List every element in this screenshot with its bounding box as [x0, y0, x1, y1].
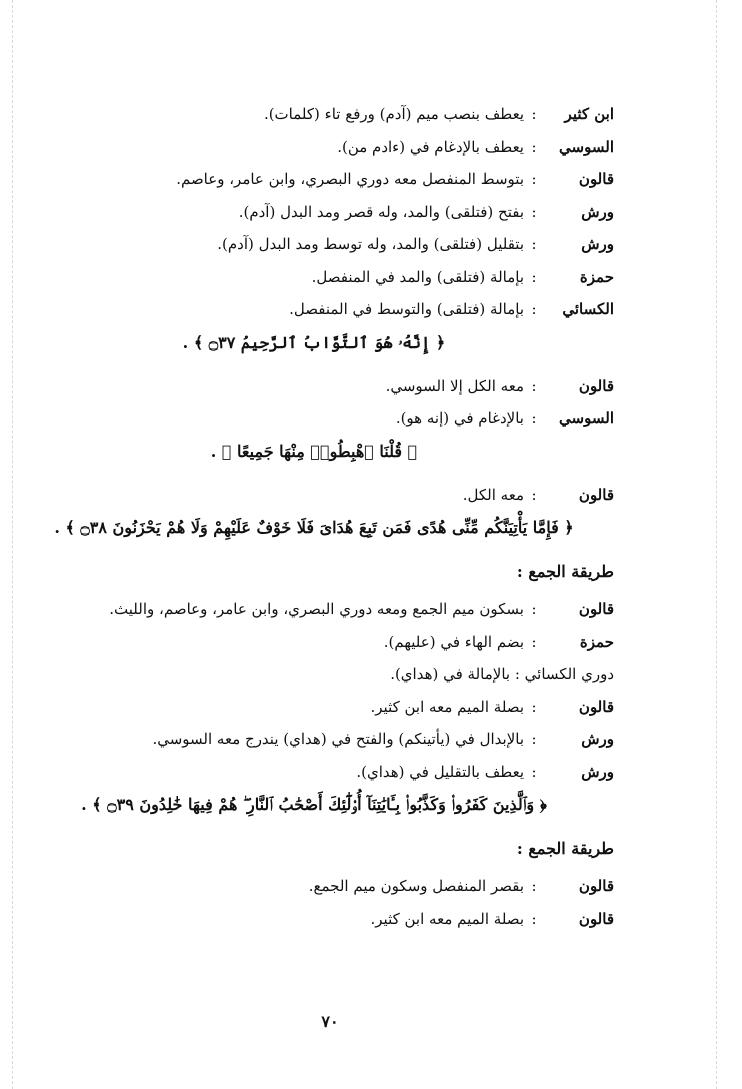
- quran-verse: ﴿ وَٱلَّذِينَ كَفَرُوا۟ وَكَذَّبُوا۟ بِـَٔايَٰتِنَآ أُو۟لَٰٓئِكَ أَصْحَٰبُ ٱلنَّارِ ۖ هُمْ فِيهَا خَٰلِدُونَ ۝٣٩ ﴾ .: [81, 795, 547, 814]
- reciter-name: قالون: [578, 877, 614, 895]
- reciter-name: قالون: [578, 909, 614, 928]
- page-number: ٧٠: [321, 1012, 339, 1031]
- guide-line: [716, 0, 717, 1089]
- reading-text: دوري الكسائي : بالإمالة في (هداي).: [390, 665, 614, 683]
- reciter-name: قالون: [578, 485, 614, 504]
- reading-line: [14, 485, 614, 505]
- reading-text: بإمالة (فتلقى) والتوسط في المنفصل.: [289, 300, 524, 318]
- reading-line: [14, 169, 614, 189]
- reciter-name: السوسي: [559, 409, 614, 427]
- reading-text: يعطف بالإدغام في (ءادم من).: [337, 137, 524, 156]
- reading-text: بتقليل (فتلقى) والمد، وله توسط ومد البدل (آدم).: [217, 235, 524, 253]
- reading-line: [14, 632, 614, 652]
- reading-line: [14, 376, 614, 396]
- colon: :: [531, 267, 537, 286]
- colon: :: [531, 762, 537, 781]
- reading-text: بفتح (فتلقى) والمد، وله قصر ومد البدل (آدم).: [238, 202, 524, 221]
- reciter-name: حمزة: [579, 632, 614, 651]
- colon: :: [531, 105, 537, 123]
- reading-line: [14, 234, 614, 254]
- colon: :: [531, 137, 537, 156]
- reciter-name: قالون: [578, 170, 614, 188]
- reciter-name: قالون: [578, 600, 614, 618]
- quran-verse: ﴿ فَإِمَّا يَأْتِيَنَّكُم مِّنِّى هُدًى فَمَن تَبِعَ هُدَاىَ فَلَا خَوْفٌ عَلَيْهِمْ وَلَا هُمْ يَحْزَنُونَ ۝٣٨ ﴾ .: [54, 518, 574, 537]
- reciter-name: ورش: [581, 235, 614, 253]
- reading-text: بضم الهاء في (عليهم).: [383, 632, 524, 651]
- colon: :: [531, 170, 537, 188]
- colon: :: [531, 730, 537, 748]
- colon: :: [531, 485, 537, 504]
- reading-line: [14, 267, 614, 287]
- reading-line: [14, 697, 614, 717]
- reading-line: [14, 202, 614, 222]
- reading-line: [14, 762, 614, 782]
- page-content: [14, 104, 614, 941]
- reading-text: بصلة الميم معه ابن كثير.: [370, 909, 524, 928]
- reciter-name: حمزة: [579, 267, 614, 286]
- reading-line: [14, 408, 614, 428]
- guide-line: [12, 0, 13, 1089]
- reading-text: بصلة الميم معه ابن كثير.: [370, 697, 524, 716]
- colon: :: [531, 202, 537, 221]
- reading-text: معه الكل إلا السوسي.: [385, 376, 524, 395]
- reading-text: بإمالة (فتلقى) والمد في المنفصل.: [311, 267, 524, 286]
- reading-line: [14, 664, 614, 684]
- reading-line: [14, 299, 614, 319]
- reciter-name: ورش: [581, 730, 614, 748]
- reciter-name: السوسي: [559, 137, 614, 156]
- reciter-name: قالون: [578, 697, 614, 716]
- quran-verse: ﴿ إِنَّهُۥ هُوَ ٱلتَّوَّابُ ٱلرَّحِيمُ ۝٣٧ ﴾ .: [182, 332, 446, 352]
- reading-text: بقصر المنفصل وسكون ميم الجمع.: [308, 877, 524, 895]
- reciter-name: ورش: [581, 202, 614, 221]
- colon: :: [531, 877, 537, 895]
- reading-line: [14, 876, 614, 896]
- colon: :: [531, 632, 537, 651]
- reading-line: [14, 909, 614, 929]
- reading-line: [14, 599, 614, 619]
- reciter-name: الكسائي: [562, 300, 614, 318]
- colon: :: [531, 600, 537, 618]
- reading-text: يعطف بالتقليل في (هداي).: [356, 762, 524, 781]
- reading-line: [14, 729, 614, 749]
- colon: :: [531, 376, 537, 395]
- colon: :: [531, 235, 537, 253]
- colon: :: [531, 697, 537, 716]
- section-title: طريقة الجمع :: [516, 562, 614, 581]
- reading-text: بالإبدال في (يأتينكم) والفتح في (هداي) يندرج معه السوسي.: [152, 730, 524, 748]
- colon: :: [531, 409, 537, 427]
- reading-line: [14, 104, 614, 124]
- colon: :: [531, 300, 537, 318]
- reading-text: بالإدغام في (إنه هو).: [395, 409, 524, 427]
- colon: :: [531, 909, 537, 928]
- reciter-name: ورش: [581, 762, 614, 781]
- reciter-name: ابن كثير: [564, 105, 614, 123]
- reading-line: [14, 137, 614, 157]
- quran-verse: ﴿ قُلْنَا ٱهْبِطُوا۟ مِنْهَا جَمِيعًا ﴾ .: [210, 441, 418, 461]
- reciter-name: قالون: [578, 376, 614, 395]
- reading-text: بسكون ميم الجمع ومعه دوري البصري، وابن عامر، وعاصم، والليث.: [109, 600, 524, 618]
- reading-text: بتوسط المنفصل معه دوري البصري، وابن عامر، وعاصم.: [176, 170, 524, 188]
- section-title: طريقة الجمع :: [516, 839, 614, 858]
- reading-text: معه الكل.: [462, 485, 524, 504]
- reading-text: يعطف بنصب ميم (آدم) ورفع تاء (كلمات).: [263, 105, 524, 123]
